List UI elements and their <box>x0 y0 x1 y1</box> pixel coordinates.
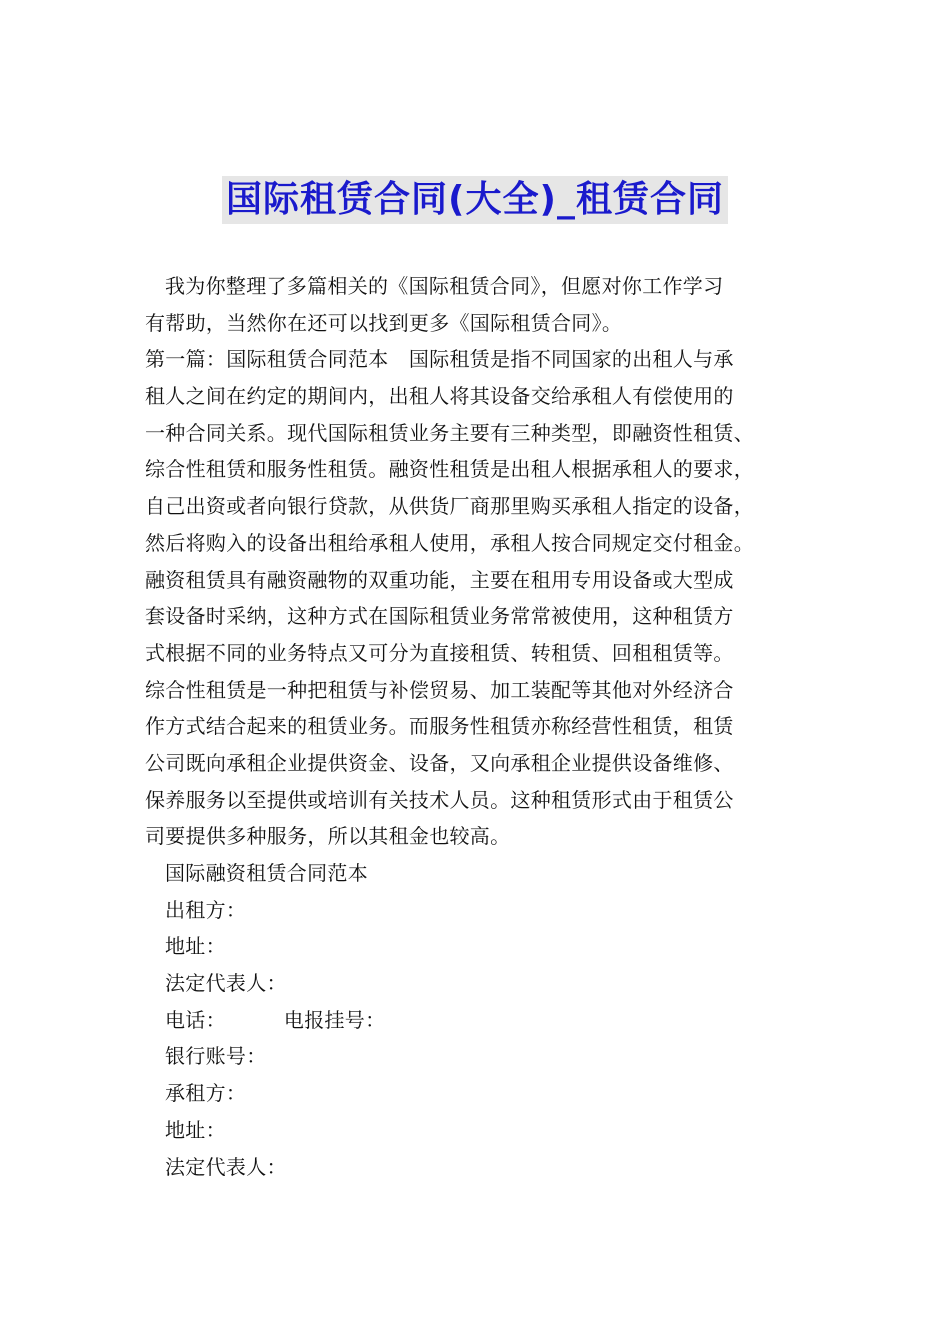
paragraph-line: 融资租赁具有融资融物的双重功能，主要在租用专用设备或大型成 <box>145 567 734 592</box>
paragraph-line: 然后将购入的设备出租给承租人使用，承租人按合同规定交付租金。 <box>145 530 754 555</box>
lessor-representative-label: 法定代表人： <box>165 971 287 996</box>
paragraph-line: 有帮助，当然你在还可以找到更多《国际租赁合同》。 <box>145 310 623 335</box>
phone-label: 电话： <box>165 1007 226 1032</box>
paragraph-line: 保养服务以至提供或培训有关技术人员。这种租赁形式由于租赁公 <box>145 787 734 812</box>
paragraph-line: 式根据不同的业务特点又可分为直接租赁、转租赁、回租租赁等。 <box>145 640 734 665</box>
lessee-representative-label: 法定代表人： <box>165 1154 287 1179</box>
paragraph-line: 套设备时采纳，这种方式在国际租赁业务常常被使用，这种租赁方 <box>145 604 734 629</box>
paragraph-line: 租人之间在约定的期间内，出租人将其设备交给承租人有偿使用的 <box>145 384 734 409</box>
paragraph-line: 我为你整理了多篇相关的《国际租赁合同》，但愿对你工作学习 <box>165 274 724 298</box>
contact-line <box>145 1002 825 1039</box>
contract-heading: 国际融资租赁合同范本 <box>165 861 368 885</box>
telegram-label: 电报挂号： <box>283 1007 386 1032</box>
paragraph-line: 综合性租赁和服务性租赁。融资性租赁是出租人根据承租人的要求， <box>145 457 754 482</box>
paragraph-line: 公司既向承租企业提供资金、设备，又向承租企业提供设备维修、 <box>145 750 734 775</box>
paragraph-line: 自己出资或者向银行贷款，从供货厂商那里购买承租人指定的设备， <box>145 494 754 519</box>
document-body <box>145 268 825 1185</box>
paragraph-line: 综合性租赁是一种把租赁与补偿贸易、加工装配等其他对外经济合 <box>145 677 734 702</box>
title-container <box>0 176 950 224</box>
bank-account-label: 银行账号： <box>165 1044 267 1069</box>
lessee-address-label: 地址： <box>165 1117 226 1142</box>
paragraph-line: 一种合同关系。现代国际租赁业务主要有三种类型，即融资性租赁、 <box>145 420 754 445</box>
paragraph-line: 司要提供多种服务，所以其租金也较高。 <box>145 824 511 849</box>
lessee-label: 承租方： <box>165 1081 247 1106</box>
paragraph-line: 作方式结合起来的租赁业务。而服务性租赁亦称经营性租赁，租赁 <box>145 714 734 739</box>
lessor-address-label: 地址： <box>165 934 226 959</box>
lessor-label: 出租方： <box>165 897 247 922</box>
document-title: 国际租赁合同(大全)_租赁合同 <box>222 176 728 224</box>
paragraph-line: 第一篇：国际租赁合同范本 国际租赁是指不同国家的出租人与承 <box>145 347 734 372</box>
